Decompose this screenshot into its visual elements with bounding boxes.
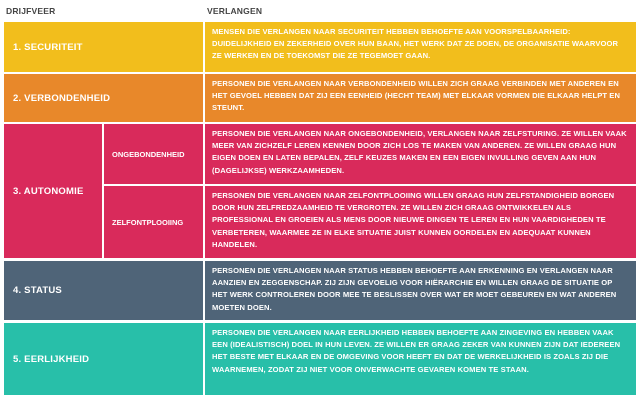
label-autonomie: 3. AUTONOMIE bbox=[13, 185, 84, 197]
text-zelfontplooiing: PERSONEN DIE VERLANGEN NAAR ZELFONTPLOOIING WILLEN GRAAG HUN ZELFSTANDIGHEID BORGEN DOOR HUN ZELFREDZAAMHEID TE VERGROTEN. ZE WILLEN ZICH GRAAG ONTWIKKELEN ALS PROFESSIONAL EN GROEIEN ALS MENS DOOR NIEUWE DINGEN TE LEREN EN HUN VAARDIGHEDEN TE VERBETEREN, WAARMEE ZE IN ELKE SITUATIE JUIST KUNNEN OORDELEN EN ADEQUAAT KUNNEN HANDELEN. bbox=[212, 191, 615, 249]
text-ongebondenheid: PERSONEN DIE VERLANGEN NAAR ONGEBONDENHEID, VERLANGEN NAAR ZELFSTURING. ZE WILLEN VAAK MEER VAN ZICHZELF LEREN KENNEN DOOR ZICH LOS TE MAKEN VAN ANDEREN. ZE WILLEN GRAAG HUN EIGEN DOEN EN LATEN BEPALEN, ZELF KEUZES MAKEN EN EEN EIGEN INVULLING GEVEN AAN HUN (DAGELIJKSE) WERKZAAMHEDEN. bbox=[212, 129, 627, 175]
row-eerlijkheid bbox=[4, 323, 636, 395]
label-securiteit: 1. SECURITEIT bbox=[13, 41, 83, 53]
text-securiteit: MENSEN DIE VERLANGEN NAAR SECURITEIT HEBBEN BEHOEFTE AAN VOORSPELBAARHEID: DUIDELIJKHEID EN ZEKERHEID OVER HUN BAAN, HET WERK DAT ZE DOEN, DE ORGANISATIE WAARVOOR ZE WERKEN EN DE TOEKOMST DIE ZE TEGEMOET GAAN. bbox=[212, 27, 619, 61]
label-status: 4. STATUS bbox=[13, 285, 62, 296]
text-verbondenheid: PERSONEN DIE VERLANGEN NAAR VERBONDENHEID WILLEN ZICH GRAAG VERBINDEN MET ANDEREN EN HET GEVOEL HEBBEN DAT ZIJ EEN EENHEID (HECHT TEAM) MET ELKAAR VORMEN DIE ELKAAR HELPT EN STEUNT. bbox=[212, 79, 621, 113]
sublabel-ongebondenheid: ONGEBONDENHEID bbox=[112, 149, 185, 159]
text-status: PERSONEN DIE VERLANGEN NAAR STATUS HEBBEN BEHOEFTE AAN ERKENNING EN VERLANGEN NAAR AANZIEN EN ZEGGENSCHAP. ZIJ ZIJN GEVOELIG VOOR HIËRARCHIE EN WILLEN GRAAG DE SITUATIE OP HET WERK CONTROLEREN DOOR MEE TE BESLISSEN OVER WAT ER MOET GEBEUREN EN WAT ANDEREN MOETEN DOEN. bbox=[212, 266, 617, 312]
text-eerlijkheid: PERSONEN DIE VERLANGEN NAAR EERLIJKHEID HEBBEN BEHOEFTE AAN ZINGEVING EN HEBBEN VAAK EEN (IDEALISTISCH) DOEL IN HUN LEVEN. ZE WILLEN ER GRAAG ZEKER VAN KUNNEN ZIJN DAT IEDEREEN HET BESTE MET ELKAAR EN DE OMGEVING VOOR HEEFT EN DAT DE WERKELIJKHEID IS ZOALS ZIJ DIE WAARNEMEN, ZODAT ZIJ NIET VOOR ONVERWACHTE GEVAREN KOMEN TE STAAN. bbox=[212, 328, 621, 374]
header-drijfveer: DRIJFVEER bbox=[6, 6, 56, 16]
label-eerlijkheid: 5. EERLIJKHEID bbox=[13, 353, 90, 365]
row-verbondenheid bbox=[4, 74, 636, 122]
row-securiteit bbox=[4, 22, 636, 72]
sublabel-zelfontplooiing: ZELFONTPLOOIING bbox=[112, 217, 184, 227]
header-verlangen: VERLANGEN bbox=[207, 6, 263, 16]
row-autonomie bbox=[4, 124, 636, 258]
label-verbondenheid: 2. VERBONDENHEID bbox=[13, 92, 111, 104]
row-status bbox=[4, 261, 636, 320]
